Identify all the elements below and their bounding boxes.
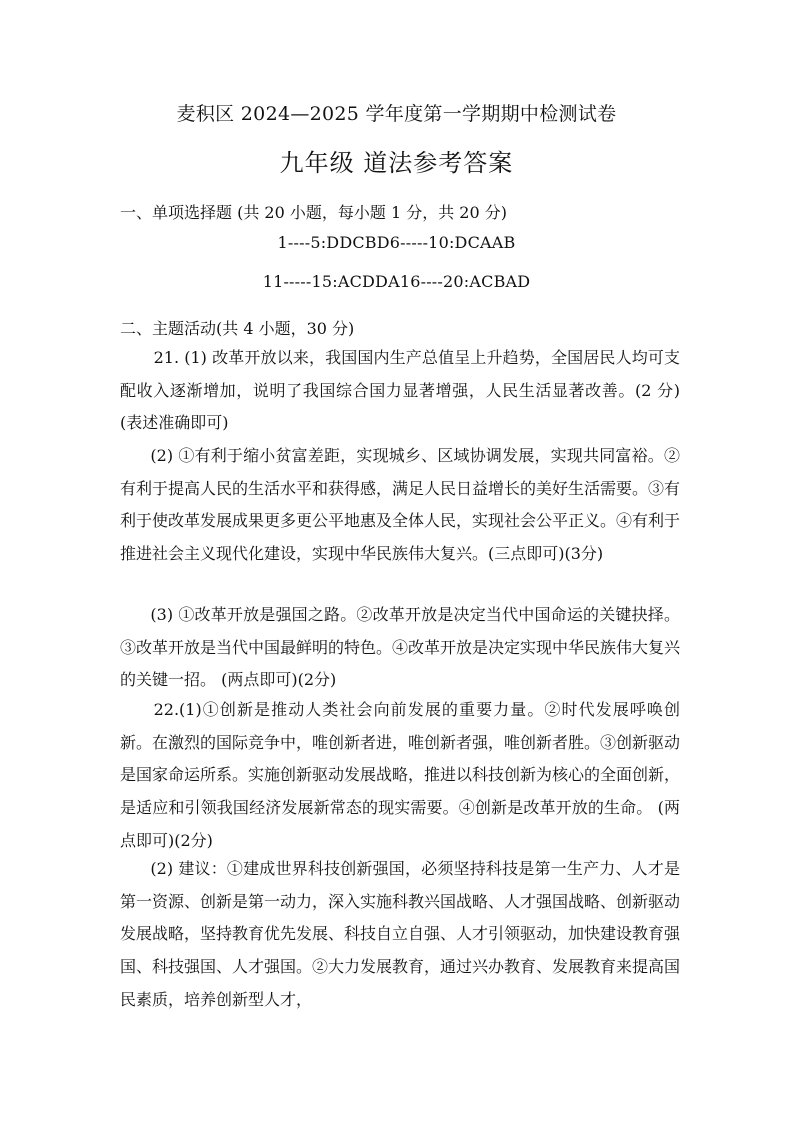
section-1-heading: 一、单项选择题 (共 20 小题，每小题 1 分，共 20 分) [120, 203, 507, 222]
answer-line-1: 1----5:DDCBD6-----10:DCAAB [277, 233, 516, 252]
answer-key-subtitle: 九年级 道法参考答案 [279, 149, 514, 177]
exam-title: 麦积区 2024—2025 学年度第一学期期中检测试卷 [176, 103, 617, 125]
question-21-part-3: (3) ①改革开放是强国之路。②改革开放是决定当代中国命运的关键抉择。③改革开放是当代中国最鲜明的特色。④改革开放是决定实现中华民族伟大复兴的关键一招。 (两点即可)(2分) [120, 605, 681, 690]
question-21-part-2: (2) ①有利于缩小贫富差距，实现城乡、区域协调发展，实现共同富裕。②有利于提高人民的生活水平和获得感，满足人民日益增长的美好生活需要。③有利于使改革发展成果更多更公平地惠及全体人民，实现社会公平正义。④有利于推进社会主义现代化建设，实现中华民族伟大复兴。(三点即可)(3分) [120, 446, 681, 564]
question-22-part-2: (2) 建议：①建成世界科技创新强国，必须坚持科技是第一生产力、人才是第一资源、创新是第一动力，深入实施科教兴国战略、人才强国战略、创新驱动发展战略，坚持教育优先发展、科技自立自强、人才引领驱动，加快建设教育强国、科技强国、人才强国。②大力发展教育，通过兴办教育、发展教育来提高国民素质，培养创新型人才， [120, 859, 681, 1009]
section-2-heading: 二、主题活动(共 4 小题，30 分) [120, 319, 355, 338]
question-21-part-1: 21. (1) 改革开放以来，我国国内生产总值呈上升趋势，全国居民人均可支配收入逐渐增加，说明了我国综合国力显著增强，人民生活显著改善。(2 分)(表述准确即可) [120, 348, 680, 433]
answer-line-2: 11-----15:ACDDA16----20:ACBAD [262, 272, 531, 291]
question-22-part-1: 22.(1)①创新是推动人类社会向前发展的重要力量。②时代发展呼唤创新。在激烈的国际竞争中，唯创新者进，唯创新者强，唯创新者胜。③创新驱动是国家命运所系。实施创新驱动发展战略，推进以科技创新为核心的全面创新，是适应和引领我国经济发展新常态的现实需要。④创新是改革开放的生命。 (两点即可)(2分) [120, 700, 681, 850]
